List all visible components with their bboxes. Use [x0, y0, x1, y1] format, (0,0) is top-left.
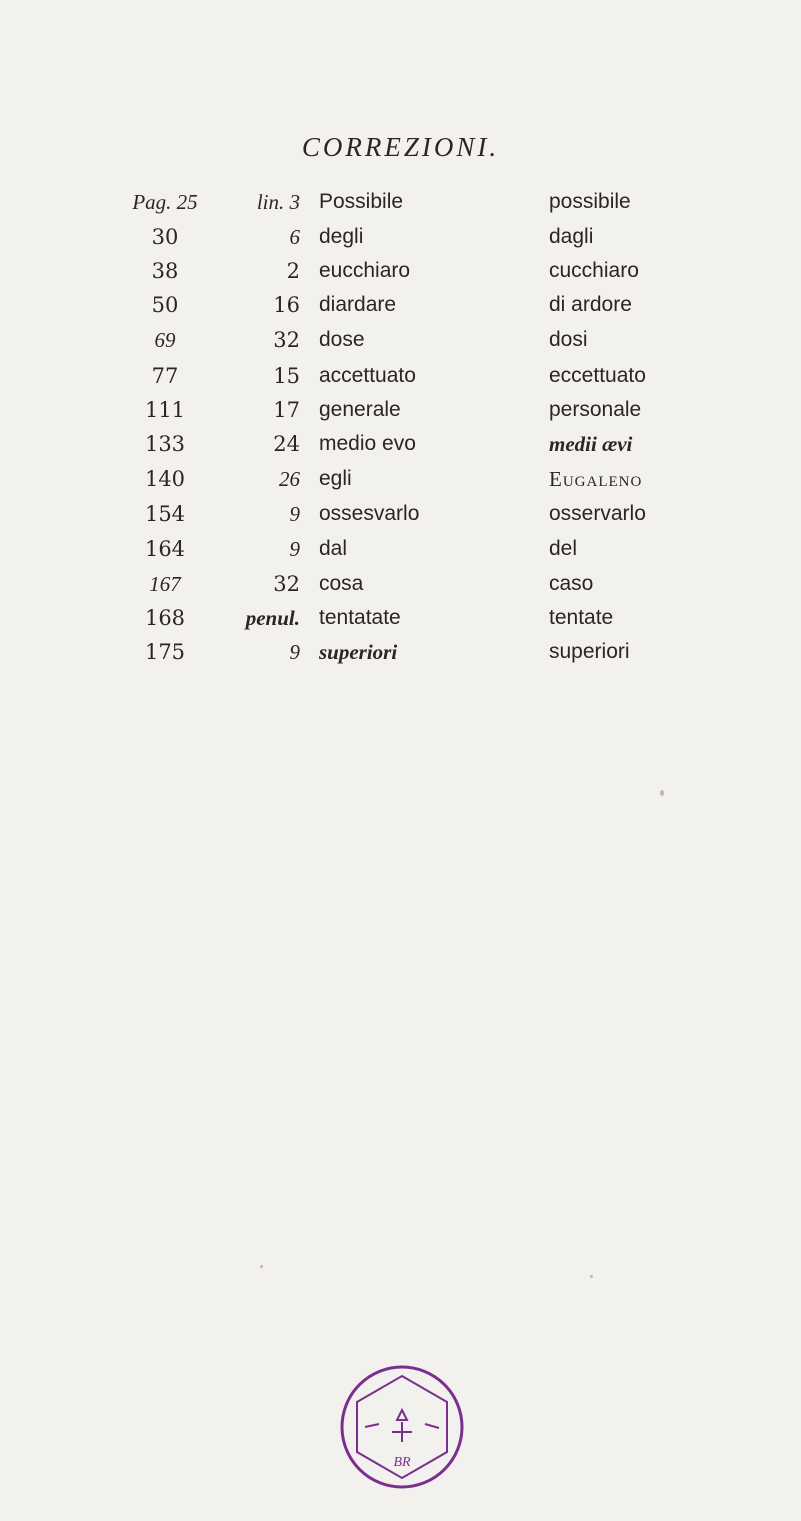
line-number: penul.: [245, 606, 300, 630]
line-number: 6: [289, 225, 300, 249]
correction-text: possibile: [549, 190, 631, 213]
ink-speck: [660, 790, 664, 796]
error-text: eucchiaro: [319, 259, 411, 282]
page-number: 30: [151, 225, 179, 249]
error-text: dose: [319, 328, 365, 351]
line-number: 24: [273, 432, 300, 456]
correction-text: tentate: [549, 606, 614, 629]
error-text: ossesvarlo: [319, 502, 420, 525]
correction-text: eccettuato: [549, 364, 646, 387]
correction-text: osservarlo: [549, 502, 646, 525]
error-text: Possibile: [319, 190, 404, 213]
page-number: 133: [144, 432, 186, 456]
correction-text: personale: [549, 398, 642, 421]
correction-text: del: [549, 537, 578, 560]
correction-text: caso: [549, 572, 594, 595]
error-text: tentatate: [319, 606, 401, 629]
correction-text: di ardore: [549, 293, 632, 316]
line-number: 26: [279, 467, 300, 491]
page-title: CORREZIONI.: [301, 132, 500, 162]
line-number: 16: [273, 293, 300, 317]
error-text: diardare: [319, 293, 397, 316]
correction-text: superiori: [549, 640, 630, 663]
page-number: 175: [144, 640, 186, 664]
line-number: 32: [273, 572, 300, 596]
correction-text: Eugaleno: [549, 467, 643, 491]
table-row: [0, 293, 801, 333]
error-text: egli: [319, 467, 352, 490]
error-text: medio evo: [319, 432, 416, 455]
page-number: Pag. 25: [132, 190, 198, 214]
error-text: degli: [319, 225, 364, 248]
table-row: [0, 190, 801, 230]
page-number: 168: [144, 606, 186, 630]
line-number: 9: [289, 640, 300, 664]
page-number: 69: [154, 328, 176, 352]
library-stamp-icon: [337, 1362, 467, 1492]
ink-speck: [590, 1275, 593, 1278]
error-text: accettuato: [319, 364, 416, 387]
table-row: [0, 467, 801, 507]
page-number: 50: [151, 293, 179, 317]
error-text: superiori: [319, 640, 398, 664]
page-number: 140: [144, 467, 186, 491]
line-number: 9: [289, 537, 300, 561]
table-row: [0, 502, 801, 542]
error-text: dal: [319, 537, 348, 560]
line-number: lin. 3: [256, 190, 300, 214]
line-number: 2: [286, 259, 300, 283]
correction-text: dagli: [549, 225, 594, 248]
page-number: 154: [144, 502, 186, 526]
table-row: [0, 640, 801, 680]
line-number: 9: [289, 502, 300, 526]
error-text: cosa: [319, 572, 364, 595]
correction-text: medii ævi: [549, 432, 633, 456]
table-row: [0, 328, 801, 368]
page-number: 111: [144, 398, 186, 422]
ink-speck: [260, 1265, 263, 1268]
correction-text: cucchiaro: [549, 259, 639, 282]
error-text: generale: [319, 398, 401, 421]
table-row: [0, 432, 801, 472]
page-number: 167: [149, 572, 181, 596]
table-row: [0, 537, 801, 577]
line-number: 32: [273, 328, 300, 352]
correction-text: dosi: [549, 328, 588, 351]
line-number: 15: [273, 364, 300, 388]
page-number: 38: [151, 259, 179, 283]
page-number: 77: [151, 364, 179, 388]
stamp-text: BR: [393, 1455, 411, 1470]
page-number: 164: [144, 537, 186, 561]
line-number: 17: [273, 398, 300, 422]
